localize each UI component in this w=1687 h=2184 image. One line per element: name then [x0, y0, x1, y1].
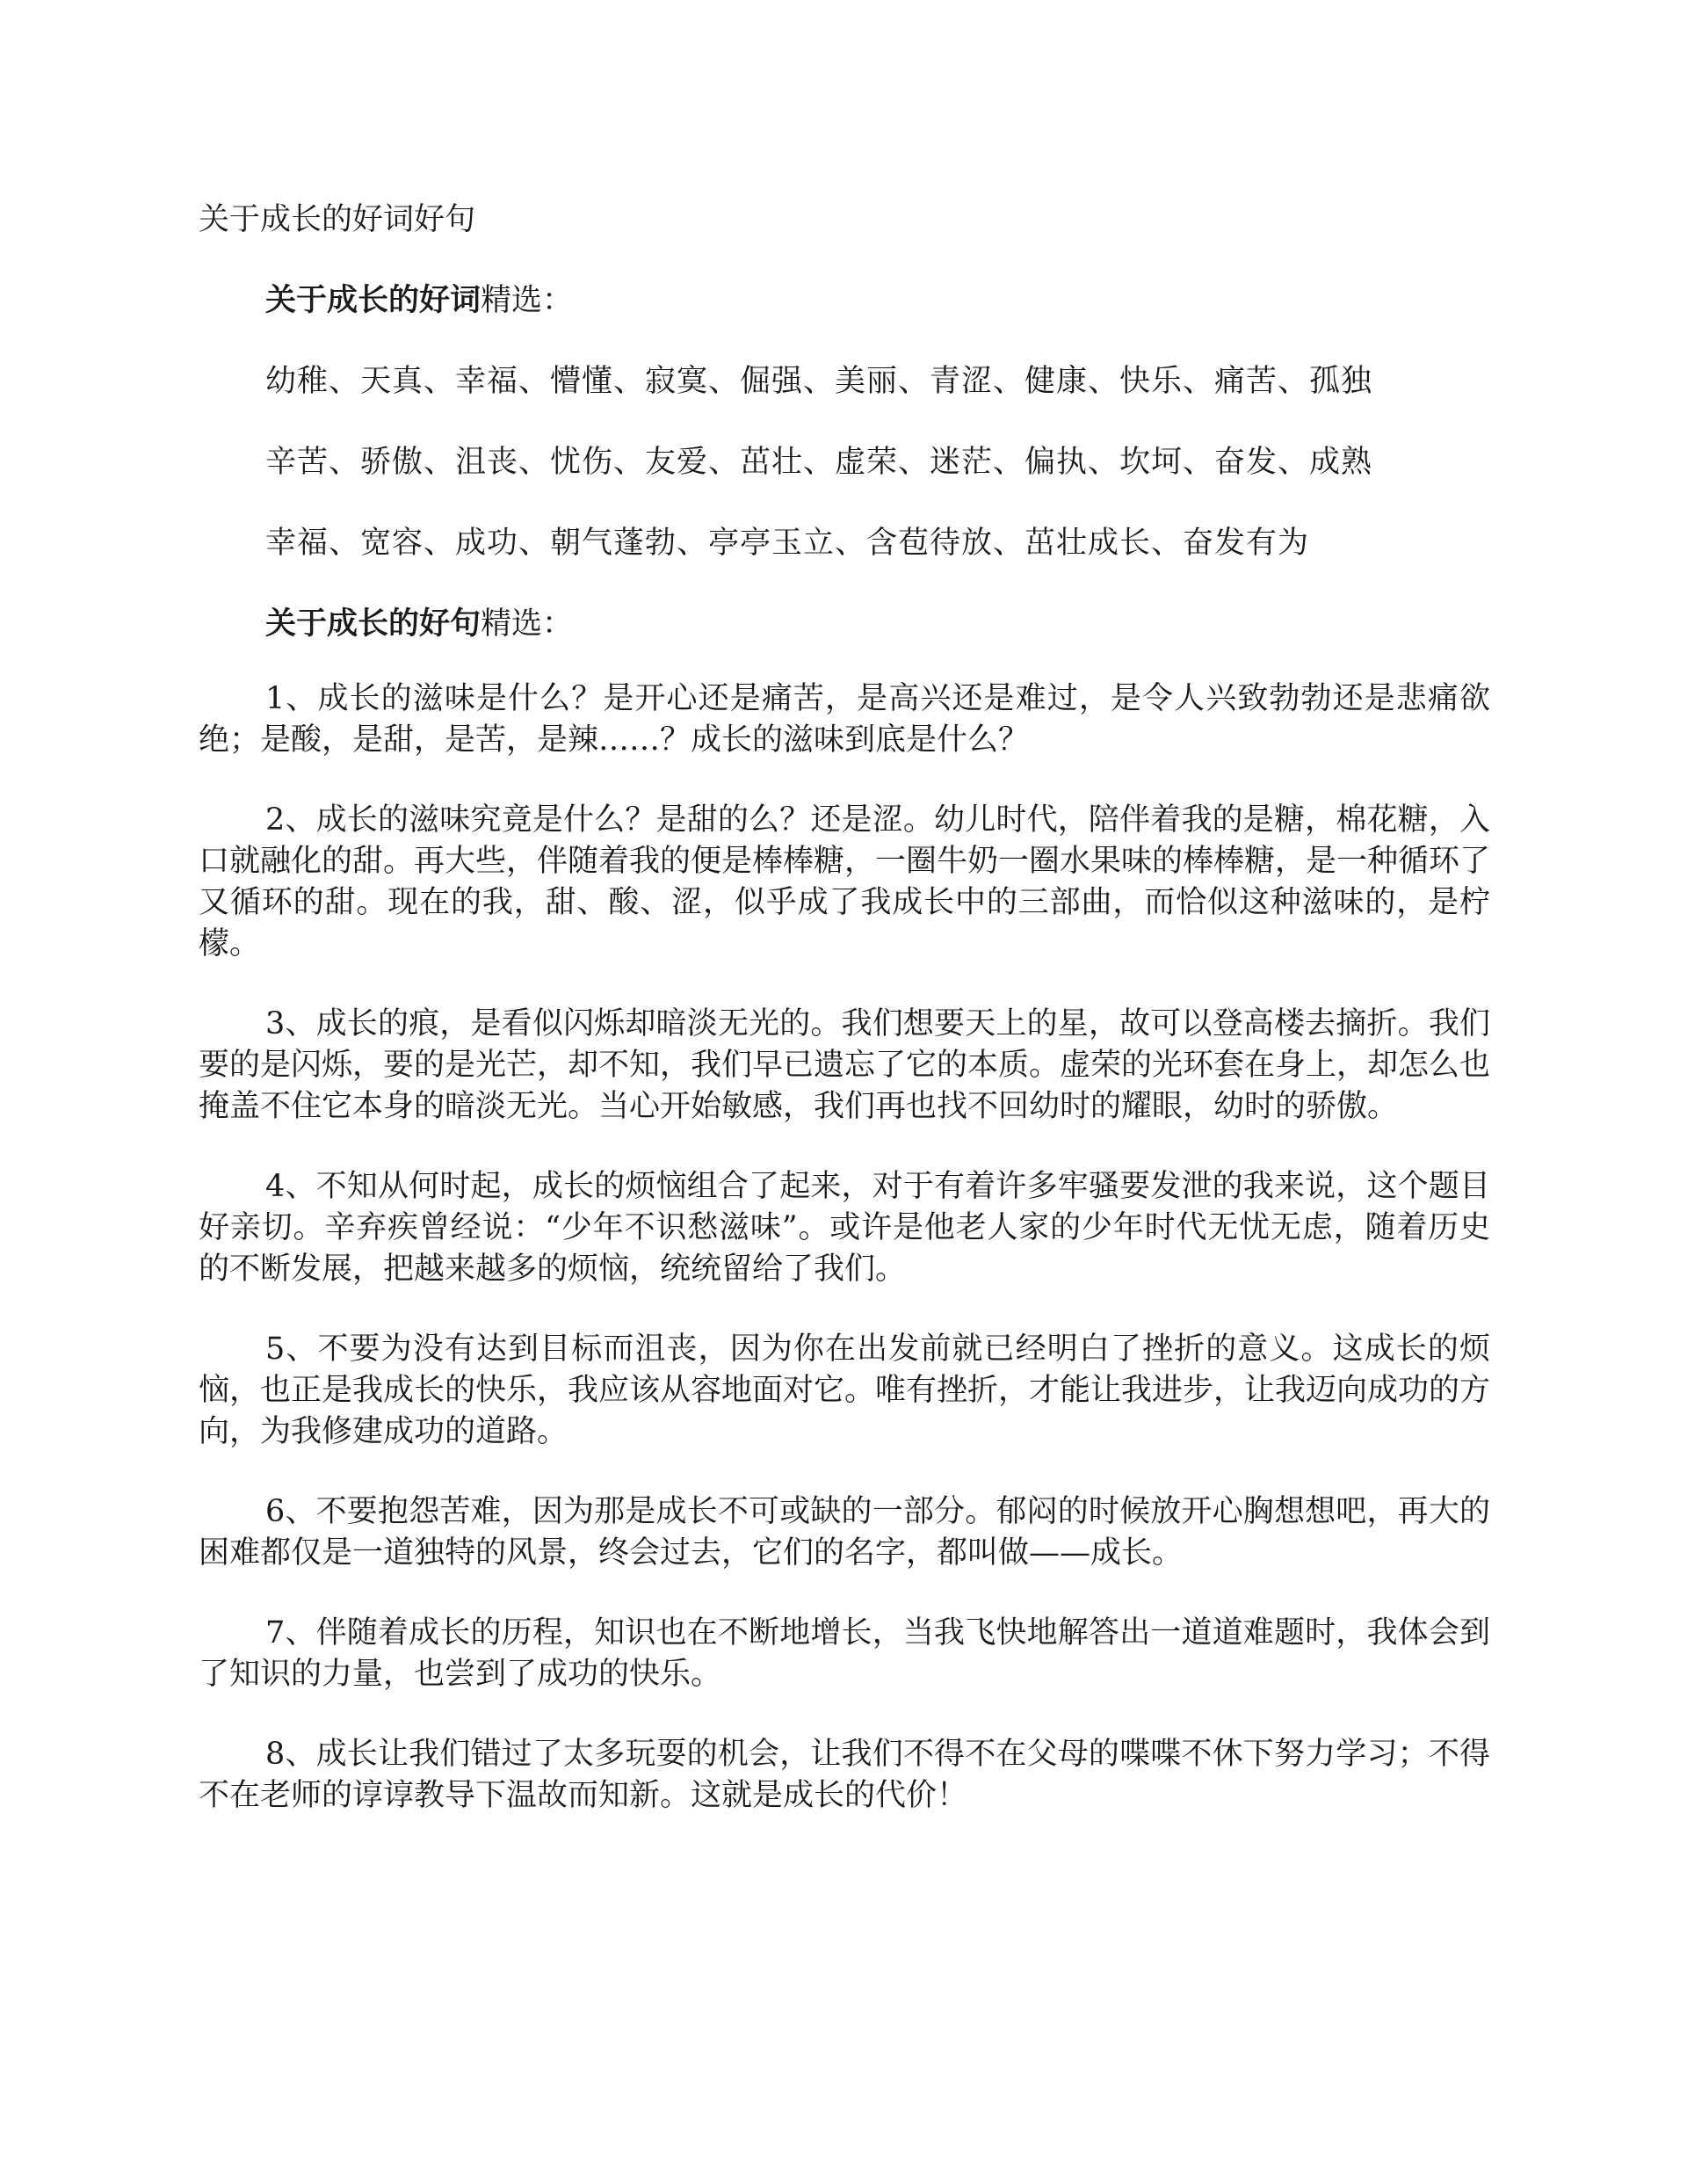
document-title: 关于成长的好词好句 [199, 202, 476, 237]
sentence-5: 5、不要为没有达到目标而沮丧，因为你在出发前就已经明白了挫折的意义。这成长的烦恼，也正是我成长的快乐，我应该从容地面对它。唯有挫折，才能让我进步，让我迈向成功的方向，为我修建成功的道路。 [199, 1331, 1491, 1449]
sentence-4: 4、不知从何时起，成长的烦恼组合了起来，对于有着许多牢骚要发泄的我来说，这个题目好亲切。辛弃疾曾经说：“少年不识愁滋味”。或许是他老人家的少年时代无忧无虑，随着历史的不断发展，把越来越多的烦恼，统统留给了我们。 [199, 1169, 1490, 1287]
good-sentences-heading [199, 598, 1490, 650]
good-words-heading-suffix: 精选： [481, 283, 574, 318]
sentence-3: 3、成长的痕，是看似闪烁却暗淡无光的。我们想要天上的星，故可以登高楼去摘折。我们要的是闪烁，要的是光芒，却不知，我们早已遗忘了它的本质。虚荣的光环套在身上，却怎么也掩盖不住它本身的暗淡无光。当心开始敏感，我们再也找不回幼时的耀眼，幼时的骄傲。 [199, 1006, 1491, 1124]
good-words-heading [199, 274, 1490, 327]
good-sentences-heading-bold: 关于成长的好句 [265, 606, 481, 642]
document-page [199, 193, 1490, 1855]
sentence-2: 2、成长的滋味究竟是什么？是甜的么？还是涩。幼儿时代，陪伴着我的是糖，棉花糖，入口就融化的甜。再大些，伴随着我的便是棒棒糖，一圈牛奶一圈水果味的棒棒糖，是一种循环了又循环的甜。现在的我，甜、酸、涩，似乎成了我成长中的三部曲，而恰似这种滋味的，是柠檬。 [199, 802, 1491, 961]
good-words-heading-bold: 关于成长的好词 [265, 282, 481, 318]
sentence-7: 7、伴随着成长的历程，知识也在不断地增长，当我飞快地解答出一道道难题时，我体会到了知识的力量，也尝到了成功的快乐。 [199, 1615, 1490, 1692]
word-line-2: 辛苦、骄傲、沮丧、忧伤、友爱、茁壮、虚荣、迷茫、偏执、坎坷、奋发、成熟 [265, 445, 1373, 480]
word-line-1: 幼稚、天真、幸福、懵懂、寂寞、倔强、美丽、青涩、健康、快乐、痛苦、孤独 [265, 364, 1373, 399]
word-line-3: 幸福、宽容、成功、朝气蓬勃、亭亭玉立、含苞待放、茁壮成长、奋发有为 [265, 526, 1310, 561]
sentence-8: 8、成长让我们错过了太多玩耍的机会，让我们不得不在父母的喋喋不休下努力学习；不得不在老师的谆谆教导下温故而知新。这就是成长的代价！ [199, 1737, 1490, 1813]
good-sentences-heading-suffix: 精选： [481, 606, 574, 642]
sentence-6: 6、不要抱怨苦难，因为那是成长不可或缺的一部分。郁闷的时候放开心胸想想吧，再大的困难都仅是一道独特的风景，终会过去，它们的名字，都叫做——成长。 [199, 1494, 1490, 1571]
sentence-1: 1、成长的滋味是什么？是开心还是痛苦，是高兴还是难过，是令人兴致勃勃还是悲痛欲绝；是酸，是甜，是苦，是辣……？成长的滋味到底是什么？ [199, 681, 1490, 758]
